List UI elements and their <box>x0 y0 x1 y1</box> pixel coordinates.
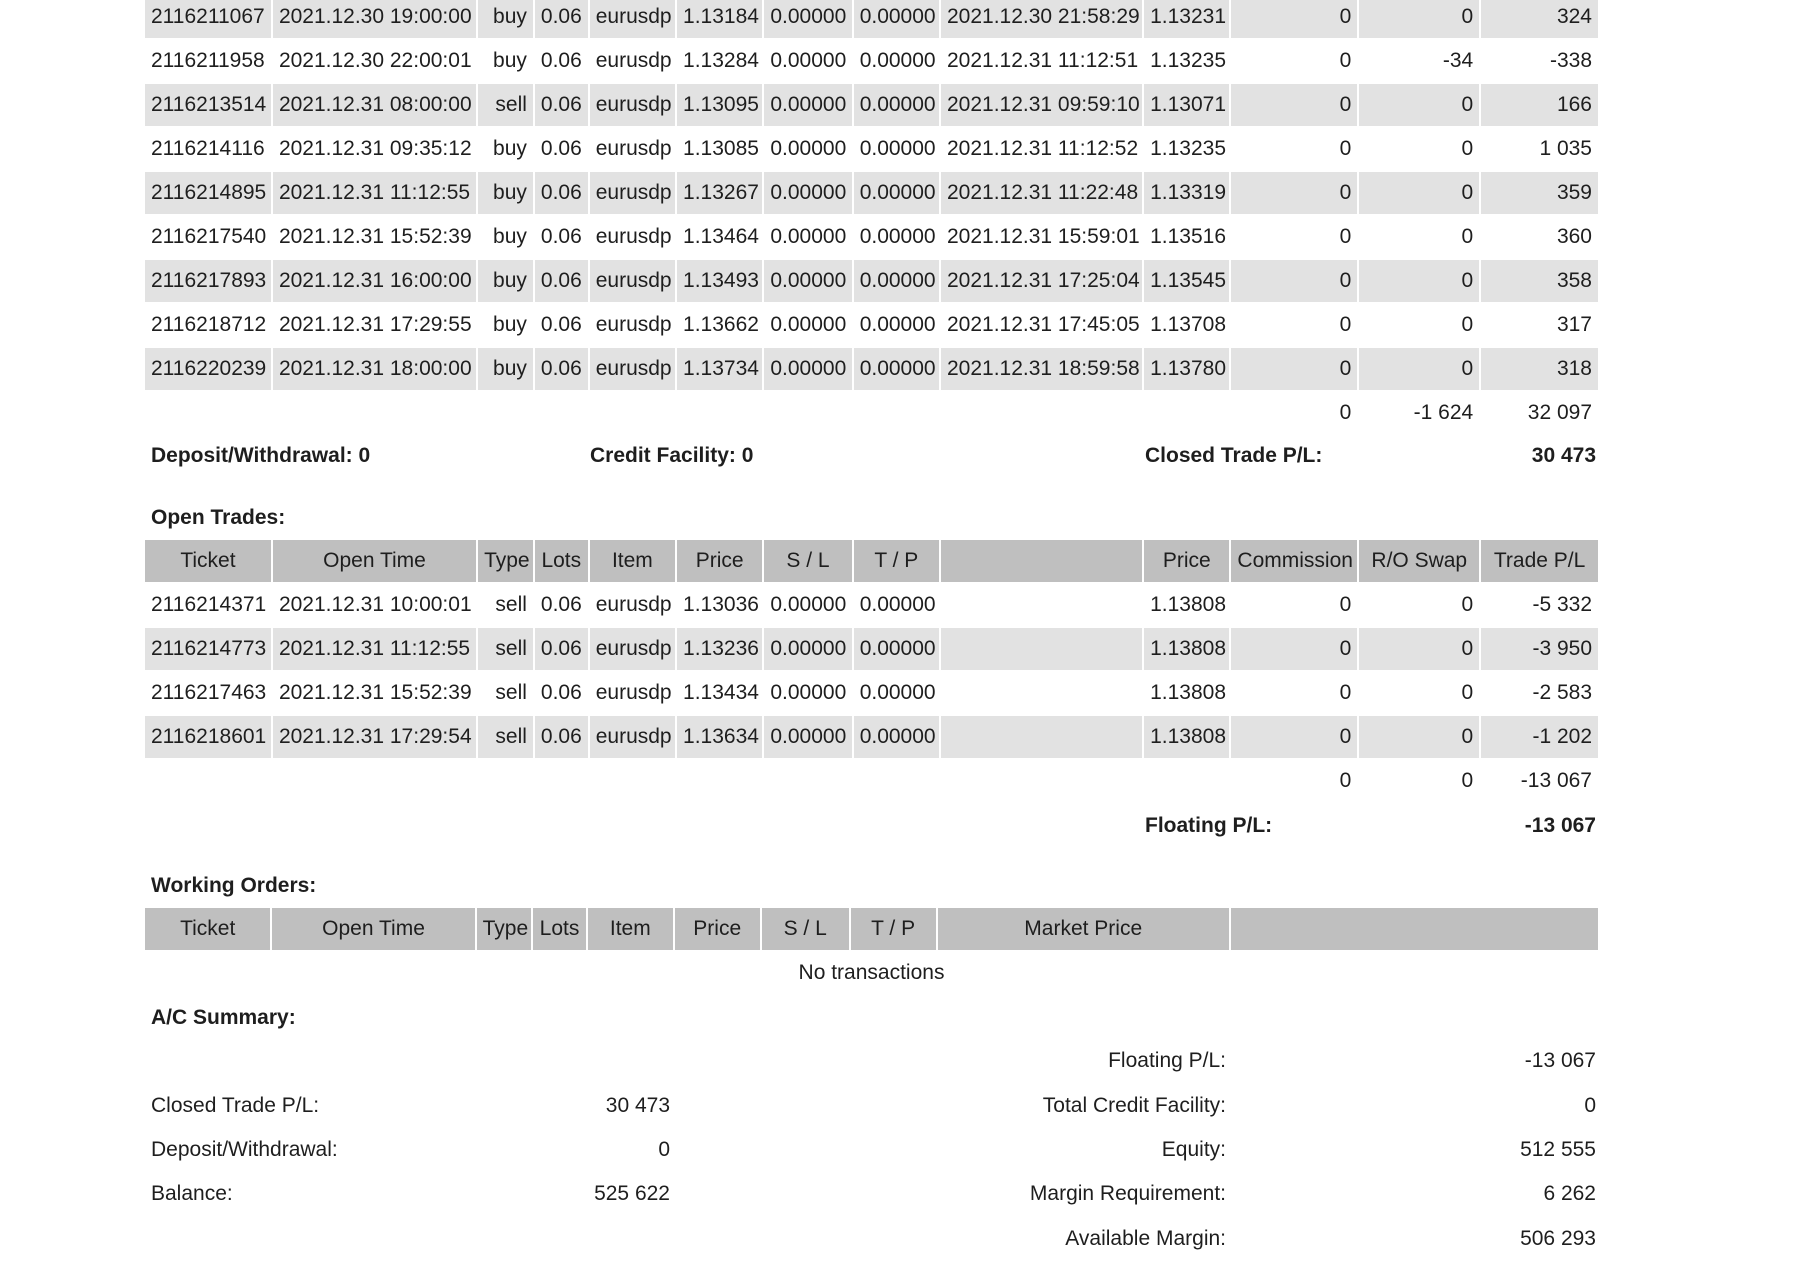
lots-cell: 0.06 <box>535 172 588 214</box>
swap-cell: 0 <box>1359 716 1479 758</box>
blank-cell <box>941 672 1142 714</box>
swap-cell: 0 <box>1461 313 1474 336</box>
pl-cell: -2 583 <box>1532 681 1592 704</box>
header-blank <box>941 540 1142 582</box>
open-total-commission: 0 <box>1339 769 1352 792</box>
item-cell: eurusdp <box>590 0 675 38</box>
close-time-cell: 2021.12.31 11:22:48 <box>941 172 1142 214</box>
close-price-cell: 1.13235 <box>1150 49 1227 72</box>
header-open-time: Open Time <box>273 540 476 582</box>
pl-cell: 324 <box>1481 0 1598 38</box>
price-cell: 1.13284 <box>683 49 759 72</box>
swap-cell: 0 <box>1461 681 1474 704</box>
working-orders-table <box>143 906 1600 996</box>
price-cell: 1.13434 <box>683 681 759 704</box>
summary-credit-value: 0 <box>1584 1094 1596 1117</box>
floating-row <box>145 805 1602 847</box>
close-price-cell: 1.13235 <box>1150 137 1227 160</box>
lots-cell: 0.06 <box>540 137 582 160</box>
lots-cell: 0.06 <box>535 0 588 38</box>
commission-cell: 0 <box>1339 593 1352 616</box>
close-time-cell: 2021.12.31 17:45:05 <box>947 313 1140 336</box>
lots-cell: 0.06 <box>535 260 588 302</box>
lots-cell: 0.06 <box>535 716 588 758</box>
commission-cell: 0 <box>1339 225 1352 248</box>
summary-balance-label: Balance: <box>151 1182 233 1205</box>
summary-closed-label: Closed Trade P/L: <box>151 1094 320 1117</box>
close-price-cell: 1.13071 <box>1144 84 1229 126</box>
working-orders-title: Working Orders: <box>151 874 317 897</box>
ticket-cell: 2116214371 <box>151 593 267 616</box>
tp-cell: 0.00000 <box>859 137 936 160</box>
pl-cell: 360 <box>1556 225 1592 248</box>
item-cell: eurusdp <box>595 313 672 336</box>
tp-cell: 0.00000 <box>854 716 939 758</box>
commission-cell: 0 <box>1339 681 1352 704</box>
price-cell: 1.13095 <box>677 84 762 126</box>
ticket-cell: 2116218712 <box>151 313 267 336</box>
open-totals-row <box>145 760 1598 802</box>
ticket-cell: 2116220239 <box>145 348 271 390</box>
summary-available-value: 506 293 <box>1520 1227 1596 1250</box>
commission-cell: 0 <box>1339 137 1352 160</box>
pl-cell: -1 202 <box>1481 716 1598 758</box>
tp-cell: 0.00000 <box>854 0 939 38</box>
price-cell: 1.13464 <box>683 225 759 248</box>
pl-cell: 318 <box>1481 348 1598 390</box>
lots-cell: 0.06 <box>535 628 588 670</box>
closed-footer-row <box>145 435 1602 477</box>
open-time-cell: 2021.12.31 15:52:39 <box>278 225 472 248</box>
ticket-cell: 2116214773 <box>145 628 271 670</box>
open-trade-row <box>145 628 1598 670</box>
tp-cell: 0.00000 <box>859 49 936 72</box>
summary-equity-value: 512 555 <box>1520 1138 1596 1161</box>
close-time-cell: 2021.12.31 11:12:52 <box>947 137 1139 160</box>
commission-cell: 0 <box>1231 348 1357 390</box>
no-transactions-text: No transactions <box>798 961 945 984</box>
current-price-cell: 1.13808 <box>1150 681 1227 704</box>
summary-deposit-value: 0 <box>658 1138 670 1161</box>
close-price-cell: 1.13545 <box>1144 260 1229 302</box>
commission-cell: 0 <box>1231 0 1357 38</box>
price-cell: 1.13493 <box>677 260 762 302</box>
sl-cell: 0.00000 <box>764 260 851 302</box>
lots-cell: 0.06 <box>540 225 582 248</box>
ticket-cell: 2116217540 <box>151 225 267 248</box>
closed-trade-row <box>145 216 1598 258</box>
ticket-cell: 2116211067 <box>145 0 271 38</box>
open-time-cell: 2021.12.31 11:12:55 <box>273 628 476 670</box>
type-cell: buy <box>493 137 527 160</box>
credit-facility-label: Credit Facility: 0 <box>590 444 754 467</box>
ticket-cell: 2116213514 <box>145 84 271 126</box>
header-ticket: Ticket <box>145 540 271 582</box>
price-cell: 1.13662 <box>683 313 759 336</box>
tp-cell: 0.00000 <box>854 172 939 214</box>
open-total-swap: 0 <box>1461 769 1474 792</box>
item-cell: eurusdp <box>595 137 672 160</box>
type-cell: buy <box>478 348 533 390</box>
header-current-price: Price <box>1144 540 1229 582</box>
commission-cell: 0 <box>1231 260 1357 302</box>
swap-cell: 0 <box>1359 628 1479 670</box>
header-trade-pl: Trade P/L <box>1481 540 1598 582</box>
close-price-cell: 1.13780 <box>1144 348 1229 390</box>
commission-cell: 0 <box>1231 716 1357 758</box>
price-cell: 1.13036 <box>683 593 759 616</box>
wo-header-item: Item <box>588 908 673 950</box>
summary-row-2 <box>145 1085 1602 1127</box>
close-price-cell: 1.13516 <box>1150 225 1227 248</box>
open-trade-row <box>145 672 1598 714</box>
type-cell: sell <box>478 628 533 670</box>
closed-total-swap: -1 624 <box>1413 401 1474 424</box>
header-sl: S / L <box>764 540 851 582</box>
ticket-cell: 2116214895 <box>145 172 271 214</box>
ticket-cell: 2116217463 <box>151 681 267 704</box>
no-transactions-row <box>145 952 1598 994</box>
commission-cell: 0 <box>1231 172 1357 214</box>
sl-cell: 0.00000 <box>764 348 851 390</box>
commission-cell: 0 <box>1231 84 1357 126</box>
price-cell: 1.13236 <box>677 628 762 670</box>
price-cell: 1.13267 <box>677 172 762 214</box>
tp-cell: 0.00000 <box>854 628 939 670</box>
close-time-cell: 2021.12.31 11:12:51 <box>947 49 1139 72</box>
lots-cell: 0.06 <box>540 49 582 72</box>
summary-equity-label: Equity: <box>1161 1138 1226 1161</box>
summary-balance-value: 525 622 <box>594 1182 670 1205</box>
close-price-cell: 1.13231 <box>1144 0 1229 38</box>
ticket-cell: 2116217893 <box>145 260 271 302</box>
pl-cell: -3 950 <box>1481 628 1598 670</box>
lots-cell: 0.06 <box>540 681 582 704</box>
sl-cell: 0.00000 <box>764 0 851 38</box>
wo-header-sl: S / L <box>762 908 849 950</box>
close-time-cell: 2021.12.31 17:25:04 <box>941 260 1142 302</box>
type-cell: sell <box>478 716 533 758</box>
ac-summary-title: A/C Summary: <box>151 1006 296 1029</box>
wo-header-blank <box>1231 908 1598 950</box>
closed-trades-table <box>143 0 1600 436</box>
item-cell: eurusdp <box>595 225 672 248</box>
open-trades-table <box>143 538 1600 804</box>
close-time-cell: 2021.12.30 21:58:29 <box>941 0 1142 38</box>
pl-cell: 317 <box>1556 313 1592 336</box>
price-cell: 1.13184 <box>677 0 762 38</box>
wo-header-lots: Lots <box>533 908 586 950</box>
open-time-cell: 2021.12.31 10:00:01 <box>278 593 472 616</box>
ticket-cell: 2116211958 <box>151 49 265 72</box>
tp-cell: 0.00000 <box>859 681 936 704</box>
sl-cell: 0.00000 <box>764 172 851 214</box>
header-swap: R/O Swap <box>1359 540 1479 582</box>
type-cell: buy <box>493 225 527 248</box>
item-cell: eurusdp <box>590 172 675 214</box>
ticket-cell: 2116214116 <box>151 137 265 160</box>
open-time-cell: 2021.12.31 15:52:39 <box>278 681 472 704</box>
pl-cell: -5 332 <box>1532 593 1592 616</box>
closed-trade-row <box>145 348 1598 390</box>
open-time-cell: 2021.12.30 19:00:00 <box>273 0 476 38</box>
item-cell: eurusdp <box>595 681 672 704</box>
sl-cell: 0.00000 <box>770 225 847 248</box>
open-time-cell: 2021.12.31 11:12:55 <box>273 172 476 214</box>
wo-header-open-time: Open Time <box>272 908 474 950</box>
current-price-cell: 1.13808 <box>1144 716 1229 758</box>
summary-margin-req-value: 6 262 <box>1543 1182 1596 1205</box>
sl-cell: 0.00000 <box>770 313 847 336</box>
type-cell: buy <box>478 260 533 302</box>
summary-available-label: Available Margin: <box>1065 1227 1226 1250</box>
item-cell: eurusdp <box>590 628 675 670</box>
wo-header-price: Price <box>675 908 760 950</box>
floating-pl-label: Floating P/L: <box>1145 814 1273 837</box>
sl-cell: 0.00000 <box>770 137 847 160</box>
type-cell: sell <box>495 593 527 616</box>
item-cell: eurusdp <box>590 348 675 390</box>
close-price-cell: 1.13319 <box>1144 172 1229 214</box>
lots-cell: 0.06 <box>540 593 582 616</box>
pl-cell: 359 <box>1481 172 1598 214</box>
wo-header-type: Type <box>477 908 532 950</box>
item-cell: eurusdp <box>595 593 672 616</box>
sl-cell: 0.00000 <box>764 716 851 758</box>
current-price-cell: 1.13808 <box>1144 628 1229 670</box>
tp-cell: 0.00000 <box>854 260 939 302</box>
type-cell: sell <box>495 681 527 704</box>
open-time-cell: 2021.12.31 16:00:00 <box>273 260 476 302</box>
closed-total-commission: 0 <box>1339 401 1352 424</box>
summary-margin-req-label: Margin Requirement: <box>1029 1182 1226 1205</box>
summary-closed-value: 30 473 <box>605 1094 670 1117</box>
blank-cell <box>941 716 1142 758</box>
swap-cell: 0 <box>1359 0 1479 38</box>
commission-cell: 0 <box>1231 628 1357 670</box>
close-time-cell: 2021.12.31 09:59:10 <box>941 84 1142 126</box>
closed-trade-pl-value: 30 473 <box>1531 444 1596 467</box>
pl-cell: -338 <box>1549 49 1592 72</box>
header-item: Item <box>590 540 675 582</box>
lots-cell: 0.06 <box>540 313 582 336</box>
swap-cell: -34 <box>1442 49 1474 72</box>
summary-row-3 <box>145 1129 1602 1171</box>
closed-trade-pl-label: Closed Trade P/L: <box>1145 444 1323 467</box>
close-time-cell: 2021.12.31 15:59:01 <box>947 225 1140 248</box>
item-cell: eurusdp <box>590 716 675 758</box>
closed-total-pl: 32 097 <box>1527 401 1592 424</box>
open-trade-row <box>145 716 1598 758</box>
swap-cell: 0 <box>1359 260 1479 302</box>
tp-cell: 0.00000 <box>859 313 936 336</box>
item-cell: eurusdp <box>595 49 672 72</box>
summary-floating-value: -13 067 <box>1524 1049 1596 1072</box>
closed-trade-row <box>145 260 1598 302</box>
swap-cell: 0 <box>1359 84 1479 126</box>
pl-cell: 1 035 <box>1539 137 1592 160</box>
sl-cell: 0.00000 <box>770 49 847 72</box>
closed-trade-row <box>145 172 1598 214</box>
sl-cell: 0.00000 <box>764 84 851 126</box>
summary-credit-label: Total Credit Facility: <box>1042 1094 1226 1117</box>
type-cell: sell <box>478 84 533 126</box>
swap-cell: 0 <box>1359 172 1479 214</box>
working-orders-header <box>145 908 1598 950</box>
item-cell: eurusdp <box>590 260 675 302</box>
header-tp: T / P <box>854 540 939 582</box>
open-time-cell: 2021.12.31 08:00:00 <box>273 84 476 126</box>
deposit-withdrawal-label: Deposit/Withdrawal: 0 <box>151 444 371 467</box>
wo-header-market-price: Market Price <box>938 908 1229 950</box>
pl-cell: 358 <box>1481 260 1598 302</box>
closed-trade-row <box>145 0 1598 38</box>
type-cell: buy <box>478 172 533 214</box>
closed-trade-row <box>145 128 1598 170</box>
sl-cell: 0.00000 <box>764 628 851 670</box>
summary-deposit-label: Deposit/Withdrawal: <box>151 1138 338 1161</box>
blank-cell <box>941 628 1142 670</box>
tp-cell: 0.00000 <box>854 348 939 390</box>
open-time-cell: 2021.12.31 17:29:54 <box>273 716 476 758</box>
summary-row-1 <box>145 1040 1602 1082</box>
header-price: Price <box>677 540 762 582</box>
price-cell: 1.13734 <box>677 348 762 390</box>
commission-cell: 0 <box>1339 49 1352 72</box>
close-price-cell: 1.13708 <box>1150 313 1227 336</box>
swap-cell: 0 <box>1461 225 1474 248</box>
open-time-cell: 2021.12.31 18:00:00 <box>273 348 476 390</box>
lots-cell: 0.06 <box>535 348 588 390</box>
swap-cell: 0 <box>1359 348 1479 390</box>
wo-header-tp: T / P <box>851 908 936 950</box>
open-time-cell: 2021.12.30 22:00:01 <box>278 49 472 72</box>
open-trades-title: Open Trades: <box>151 506 286 529</box>
closed-trade-row <box>145 84 1598 126</box>
type-cell: buy <box>493 49 527 72</box>
type-cell: buy <box>493 313 527 336</box>
open-trades-header <box>145 540 1598 582</box>
open-time-cell: 2021.12.31 17:29:55 <box>278 313 472 336</box>
header-commission: Commission <box>1231 540 1357 582</box>
open-total-pl: -13 067 <box>1520 769 1592 792</box>
ticket-cell: 2116218601 <box>145 716 271 758</box>
swap-cell: 0 <box>1461 137 1474 160</box>
closed-trade-row <box>145 40 1598 82</box>
close-time-cell: 2021.12.31 18:59:58 <box>941 348 1142 390</box>
closed-trade-row <box>145 304 1598 346</box>
sl-cell: 0.00000 <box>770 681 847 704</box>
open-trade-row <box>145 584 1598 626</box>
swap-cell: 0 <box>1461 593 1474 616</box>
price-cell: 1.13085 <box>683 137 759 160</box>
wo-header-ticket: Ticket <box>145 908 270 950</box>
current-price-cell: 1.13808 <box>1150 593 1227 616</box>
open-time-cell: 2021.12.31 09:35:12 <box>278 137 472 160</box>
floating-pl-value: -13 067 <box>1524 814 1596 837</box>
tp-cell: 0.00000 <box>854 84 939 126</box>
summary-floating-label: Floating P/L: <box>1108 1049 1226 1072</box>
blank-cell <box>941 584 1142 626</box>
closed-totals-row <box>145 392 1598 434</box>
tp-cell: 0.00000 <box>859 593 936 616</box>
header-type: Type <box>478 540 533 582</box>
sl-cell: 0.00000 <box>770 593 847 616</box>
commission-cell: 0 <box>1339 313 1352 336</box>
header-lots: Lots <box>535 540 588 582</box>
summary-row-4 <box>145 1173 1602 1215</box>
price-cell: 1.13634 <box>677 716 762 758</box>
lots-cell: 0.06 <box>535 84 588 126</box>
type-cell: buy <box>478 0 533 38</box>
tp-cell: 0.00000 <box>859 225 936 248</box>
summary-row-5 <box>145 1218 1602 1260</box>
item-cell: eurusdp <box>590 84 675 126</box>
pl-cell: 166 <box>1481 84 1598 126</box>
